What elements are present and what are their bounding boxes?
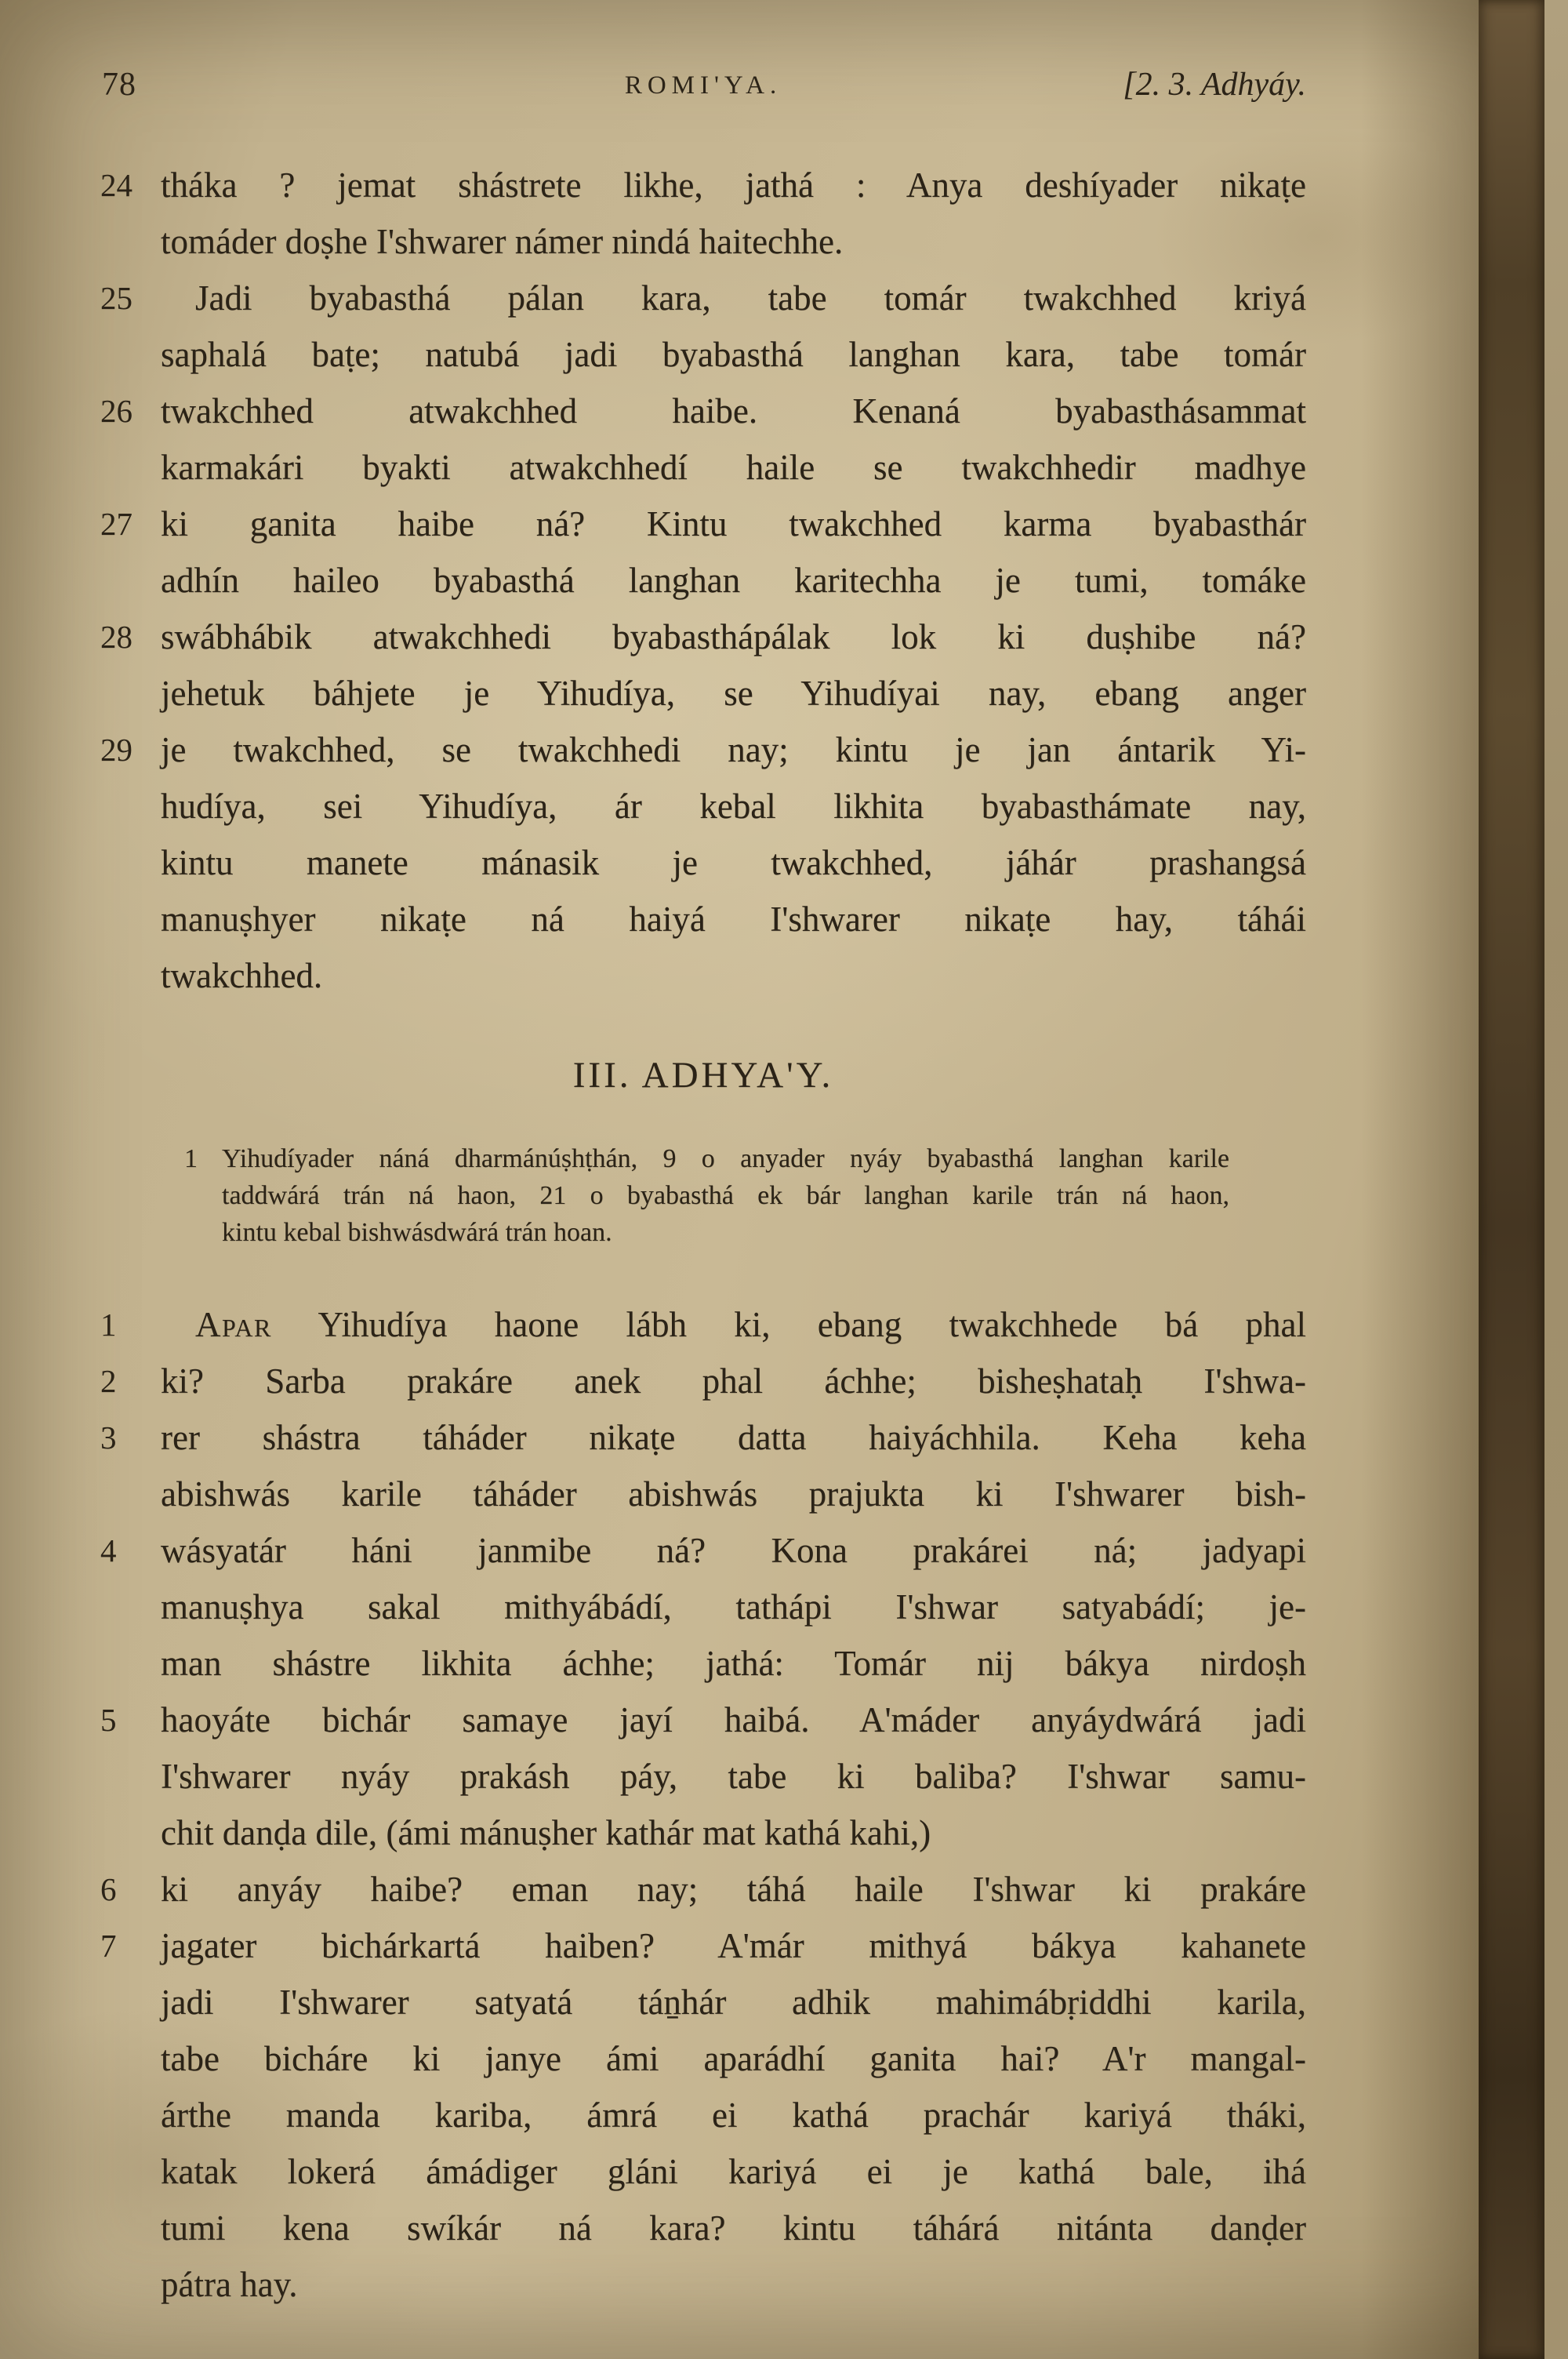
verses-section-2 — [100, 1296, 1306, 2313]
text-line: twakchhed. — [161, 956, 323, 995]
page-content — [100, 66, 1306, 2313]
verse-text — [161, 1409, 1306, 1522]
text-line: wásyatár háni janmibe ná? Kona prakárei ná; jadyapi — [161, 1531, 1306, 1570]
chapter-summary — [184, 1140, 1229, 1251]
text-line: I'shwarer nyáy prakásh páy, tabe ki baliba? I'shwar samu- — [161, 1757, 1306, 1796]
text-line: rer shástra táháder nikaṭe datta haiyáchhila. Keha keha — [161, 1418, 1306, 1457]
verse-text — [161, 496, 1306, 609]
verse-number: 7 — [100, 1928, 117, 1964]
text-line — [161, 1296, 1306, 1353]
text-line: tháka ? jemat shástrete likhe, jathá : Anya deshíyader nikaṭe — [161, 165, 1306, 205]
text-line: árthe manda kariba, ámrá ei kathá prachár kariyá tháki, — [161, 2095, 1306, 2135]
page-header — [100, 66, 1306, 105]
verse-number: 27 — [100, 506, 132, 542]
text-line: ki anyáy haibe? eman nay; táhá haile I'shwar ki prakáre — [161, 1870, 1306, 1909]
text-line: man shástre likhita áchhe; jathá: Tomár nij bákya nirdoṣh — [161, 1644, 1306, 1683]
verse-number: 26 — [100, 393, 132, 429]
verse-26 — [100, 383, 1306, 496]
verse-text — [161, 1522, 1306, 1692]
text-line: haoyáte bichár samaye jayí haibá. A'máder anyáydwárá jadi — [161, 1700, 1306, 1739]
verse-number: 2 — [100, 1363, 117, 1399]
text-line: tumi kena swíkár ná kara? kintu táhárá nitánta danḍer — [161, 2208, 1306, 2248]
chapter-reference: [2. 3. Adhyáy. — [1123, 67, 1306, 103]
running-title: ROMI'YA. — [624, 71, 782, 100]
verse-number: 25 — [100, 280, 132, 316]
page-edge — [1544, 0, 1568, 2359]
text-line: jagater bichárkartá haiben? A'már mithyá bákya kahanete — [161, 1926, 1306, 1965]
verse-2 — [100, 1353, 1306, 1409]
verse-4 — [100, 1522, 1306, 1692]
text-line: kintu manete mánasik je twakchhed, jáhár prashangsá — [161, 843, 1306, 882]
chapter-heading: III. ADHYA'Y. — [572, 1055, 834, 1096]
verse-lead-rest: Yihudíya haone lábh ki, ebang twakchhede bá phal — [271, 1305, 1306, 1344]
verse-number: 3 — [100, 1419, 117, 1456]
verse-5 — [100, 1692, 1306, 1861]
verse-27 — [100, 496, 1306, 609]
text-line: hudíya, sei Yihudíya, ár kebal likhita byabasthámate nay, — [161, 787, 1306, 826]
verse-lead-word: Apar — [195, 1305, 272, 1344]
text-line: manuṣhyer nikaṭe ná haiyá I'shwarer nikaṭe hay, táhái — [161, 900, 1306, 939]
verse-number: 4 — [100, 1532, 117, 1568]
verse-text — [161, 1692, 1306, 1861]
verse-29 — [100, 722, 1306, 1004]
verse-text — [161, 1861, 1306, 1917]
text-line: saphalá baṭe; natubá jadi byabasthá langhan kara, tabe tomár — [161, 335, 1306, 374]
text-line: katak lokerá ámádiger gláni kariyá ei je kathá bale, ihá — [161, 2152, 1306, 2191]
text-line: kintu kebal bishwásdwárá trán hoan. — [222, 1218, 612, 1247]
text-line: 1 Yihudíyader náná dharmánúṣhṭhán, 9 o anyader nyáy byabasthá langhan karile — [184, 1144, 1229, 1173]
text-line: abishwás karile táháder abishwás prajukta ki I'shwarer bish- — [161, 1474, 1306, 1514]
verse-3 — [100, 1409, 1306, 1522]
text-line: taddwárá trán ná haon, 21 o byabasthá ek bár langhan karile trán ná haon, — [222, 1181, 1229, 1210]
text-line: jehetuk báhjete je Yihudíya, se Yihudíyai nay, ebang anger — [161, 674, 1306, 713]
text-line: Jadi byabasthá pálan kara, tabe tomár twakchhed kriyá — [195, 278, 1306, 318]
text-line: twakchhed atwakchhed haibe. Kenaná byabasthásammat — [161, 391, 1306, 431]
verse-7 — [100, 1917, 1306, 2313]
text-line: tomáder doṣhe I'shwarer námer nindá haitechhe. — [161, 222, 844, 261]
verse-24 — [100, 157, 1306, 270]
verse-number: 6 — [100, 1871, 117, 1907]
verse-text — [161, 270, 1306, 383]
text-line: manuṣhya sakal mithyábádí, tathápi I'shwar satyabádí; je- — [161, 1587, 1306, 1627]
text-line: je twakchhed, se twakchhedi nay; kintu je jan ántarik Yi- — [161, 730, 1306, 769]
verse-28 — [100, 609, 1306, 722]
text-line: ki? Sarba prakáre anek phal áchhe; bisheṣhataḥ I'shwa- — [161, 1361, 1306, 1401]
verse-text — [161, 1353, 1306, 1409]
text-line: karmakári byakti atwakchhedí haile se twakchhedir madhye — [161, 448, 1306, 487]
text-line: adhín haileo byabasthá langhan karitechha je tumi, tomáke — [161, 561, 1306, 600]
verse-text — [161, 722, 1306, 1004]
verses-section-1 — [100, 157, 1306, 1004]
text-line: swábhábik atwakchhedi byabasthápálak lok ki duṣhibe ná? — [161, 617, 1306, 656]
verse-25 — [100, 270, 1306, 383]
page-number: 78 — [102, 67, 136, 103]
verse-text — [161, 1296, 1306, 1353]
verse-6 — [100, 1861, 1306, 1917]
page-gutter-shadow — [1361, 0, 1479, 2359]
text-line: tabe bicháre ki janye ámi aparádhí ganita hai? A'r mangal- — [161, 2039, 1306, 2078]
verse-text — [161, 609, 1306, 722]
verse-number: 1 — [100, 1307, 117, 1343]
verse-number: 5 — [100, 1702, 117, 1738]
text-line: jadi I'shwarer satyatá táṉhár adhik mahimábṛiddhi karila, — [161, 1983, 1306, 2022]
verse-1 — [100, 1296, 1306, 1353]
text-line: pátra hay. — [161, 2265, 298, 2304]
verse-text — [161, 383, 1306, 496]
text-line: ki ganita haibe ná? Kintu twakchhed karma byabasthár — [161, 504, 1306, 543]
page-edge-shadow — [1479, 0, 1544, 2359]
verse-text — [161, 157, 1306, 270]
verse-number: 28 — [100, 619, 132, 655]
verse-text — [161, 1917, 1306, 2313]
text-line: chit danḍa dile, (ámi mánuṣher kathár mat kathá kahi,) — [161, 1813, 931, 1852]
verse-number: 29 — [100, 732, 132, 768]
verse-number: 24 — [100, 167, 132, 203]
